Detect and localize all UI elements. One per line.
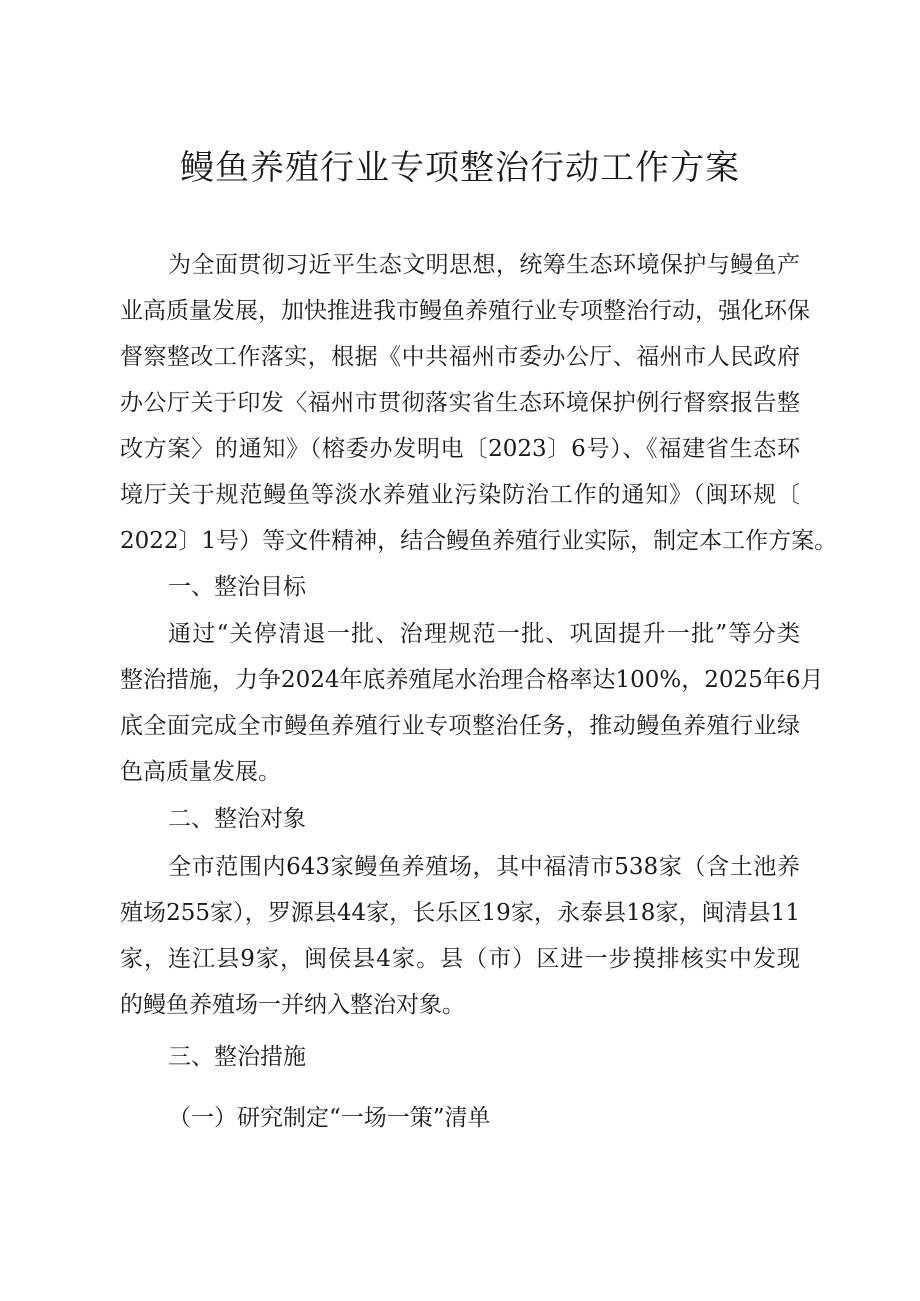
section1-line: 通过“关停清退一批、治理规范一批、巩固提升一批”等分类 bbox=[168, 621, 800, 647]
section-heading-measures: 三、整治措施 bbox=[168, 1044, 306, 1070]
section2-line: 的鳗鱼养殖场一并纳入整治对象。 bbox=[120, 992, 465, 1018]
intro-line: 为全面贯彻习近平生态文明思想，统筹生态环境保护与鳗鱼产 bbox=[168, 252, 800, 278]
section-heading-targets: 二、整治对象 bbox=[168, 806, 306, 832]
intro-line: 2022〕1号）等文件精神，结合鳗鱼养殖行业实际，制定本工作方案。 bbox=[120, 528, 838, 554]
intro-line: 督察整改工作落实，根据《中共福州市委办公厅、福州市人民政府 bbox=[120, 344, 800, 370]
section1-line: 色高质量发展。 bbox=[120, 759, 281, 785]
section2-line: 全市范围内643家鳗鱼养殖场，其中福清市538家（含土池养 bbox=[168, 854, 800, 880]
intro-line: 境厅关于规范鳗鱼等淡水养殖业污染防治工作的通知》（闽环规〔 bbox=[120, 482, 800, 508]
document-title: 鳗鱼养殖行业专项整治行动工作方案 bbox=[180, 148, 740, 188]
intro-line: 改方案〉的通知》（榕委办发明电〔2023〕6号）、《福建省生态环 bbox=[120, 436, 800, 462]
section2-line: 家，连江县9家，闽侯县4家。县（市）区进一步摸排核实中发现 bbox=[120, 946, 800, 972]
section1-line: 底全面完成全市鳗鱼养殖行业专项整治任务，推动鳗鱼养殖行业绿 bbox=[120, 713, 800, 739]
intro-line: 办公厅关于印发〈福州市贯彻落实省生态环境保护例行督察报告整 bbox=[120, 390, 800, 416]
section2-line: 殖场255家），罗源县44家，长乐区19家，永泰县18家，闽清县11 bbox=[120, 900, 800, 926]
sub-heading-one-farm-one-plan: （一）研究制定“一场一策”清单 bbox=[168, 1105, 491, 1131]
section-heading-goals: 一、整治目标 bbox=[168, 574, 306, 600]
intro-line: 业高质量发展，加快推进我市鳗鱼养殖行业专项整治行动，强化环保 bbox=[120, 298, 810, 324]
section1-line: 整治措施，力争2024年底养殖尾水治理合格率达100%，2025年6月 bbox=[120, 667, 824, 693]
